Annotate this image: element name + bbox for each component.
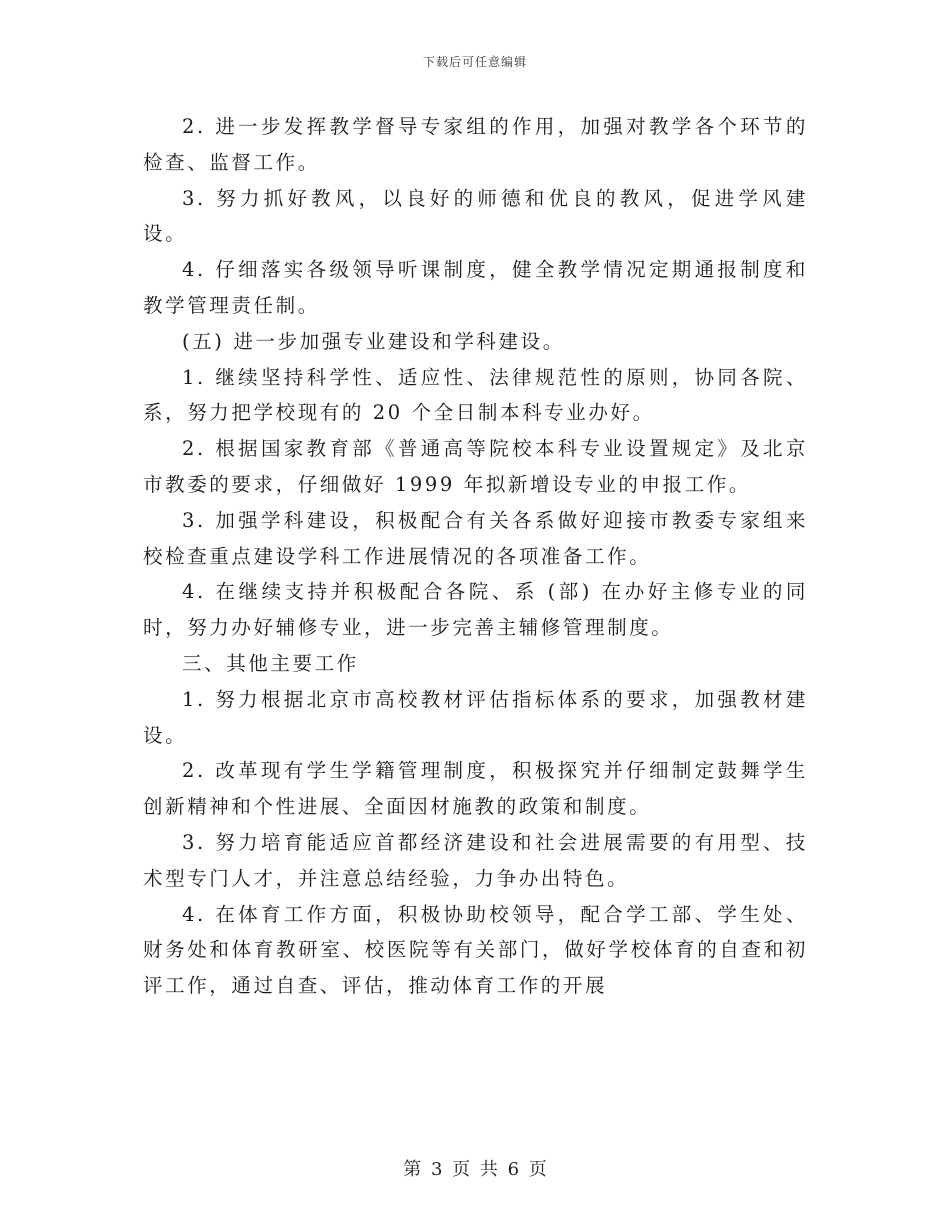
paragraph: 3. 努力抓好教风，以良好的师德和优良的教风，促进学风建设。: [143, 186, 808, 246]
paragraph: 4. 在体育工作方面，积极协助校领导，配合学工部、学生处、财务处和体育教研室、校医院等有关部门，做好学校体育的自查和初评工作，通过自查、评估，推动体育工作的开展: [143, 902, 808, 998]
paragraph: 1. 努力根据北京市高校教材评估指标体系的要求，加强教材建设。: [143, 687, 808, 747]
paragraph: 2. 根据国家教育部《普通高等院校本科专业设置规定》及北京市教委的要求，仔细做好 1999 年拟新增设专业的申报工作。: [143, 437, 808, 496]
paragraph: 4. 在继续支持并积极配合各院、系 (部) 在办好主修专业的同时，努力办好辅修专业，进一步完善主辅修管理制度。: [143, 580, 808, 640]
document-body: [143, 109, 808, 1004]
paragraph: 2. 改革现有学生学籍管理制度，积极探究并仔细制定鼓舞学生创新精神和个性进展、全面因材施教的政策和制度。: [143, 759, 808, 819]
paragraph: 2. 进一步发挥教学督导专家组的作用，加强对教学各个环节的检查、监督工作。: [143, 115, 808, 174]
paragraph: 1. 继续坚持科学性、适应性、法律规范性的原则，协同各院、系，努力把学校现有的 20 个全日制本科专业办好。: [143, 365, 808, 425]
section-heading: 三、其他主要工作: [182, 651, 359, 675]
paragraph: 4. 仔细落实各级领导听课制度，健全教学情况定期通报制度和教学管理责任制。: [143, 258, 808, 317]
paragraph: 3. 努力培育能适应首都经济建设和社会进展需要的有用型、技术型专门人才，并注意总结经验，力争办出特色。: [143, 830, 808, 890]
page-header: 下载后可任意编辑: [422, 55, 527, 69]
section-heading: (五) 进一步加强专业建设和学科建设。: [182, 329, 565, 353]
page-number: 第 3 页 共 6 页: [403, 1159, 547, 1180]
paragraph: 3. 加强学科建设，积极配合有关各系做好迎接市教委专家组来校检查重点建设学科工作进展情况的各项准备工作。: [143, 508, 808, 568]
